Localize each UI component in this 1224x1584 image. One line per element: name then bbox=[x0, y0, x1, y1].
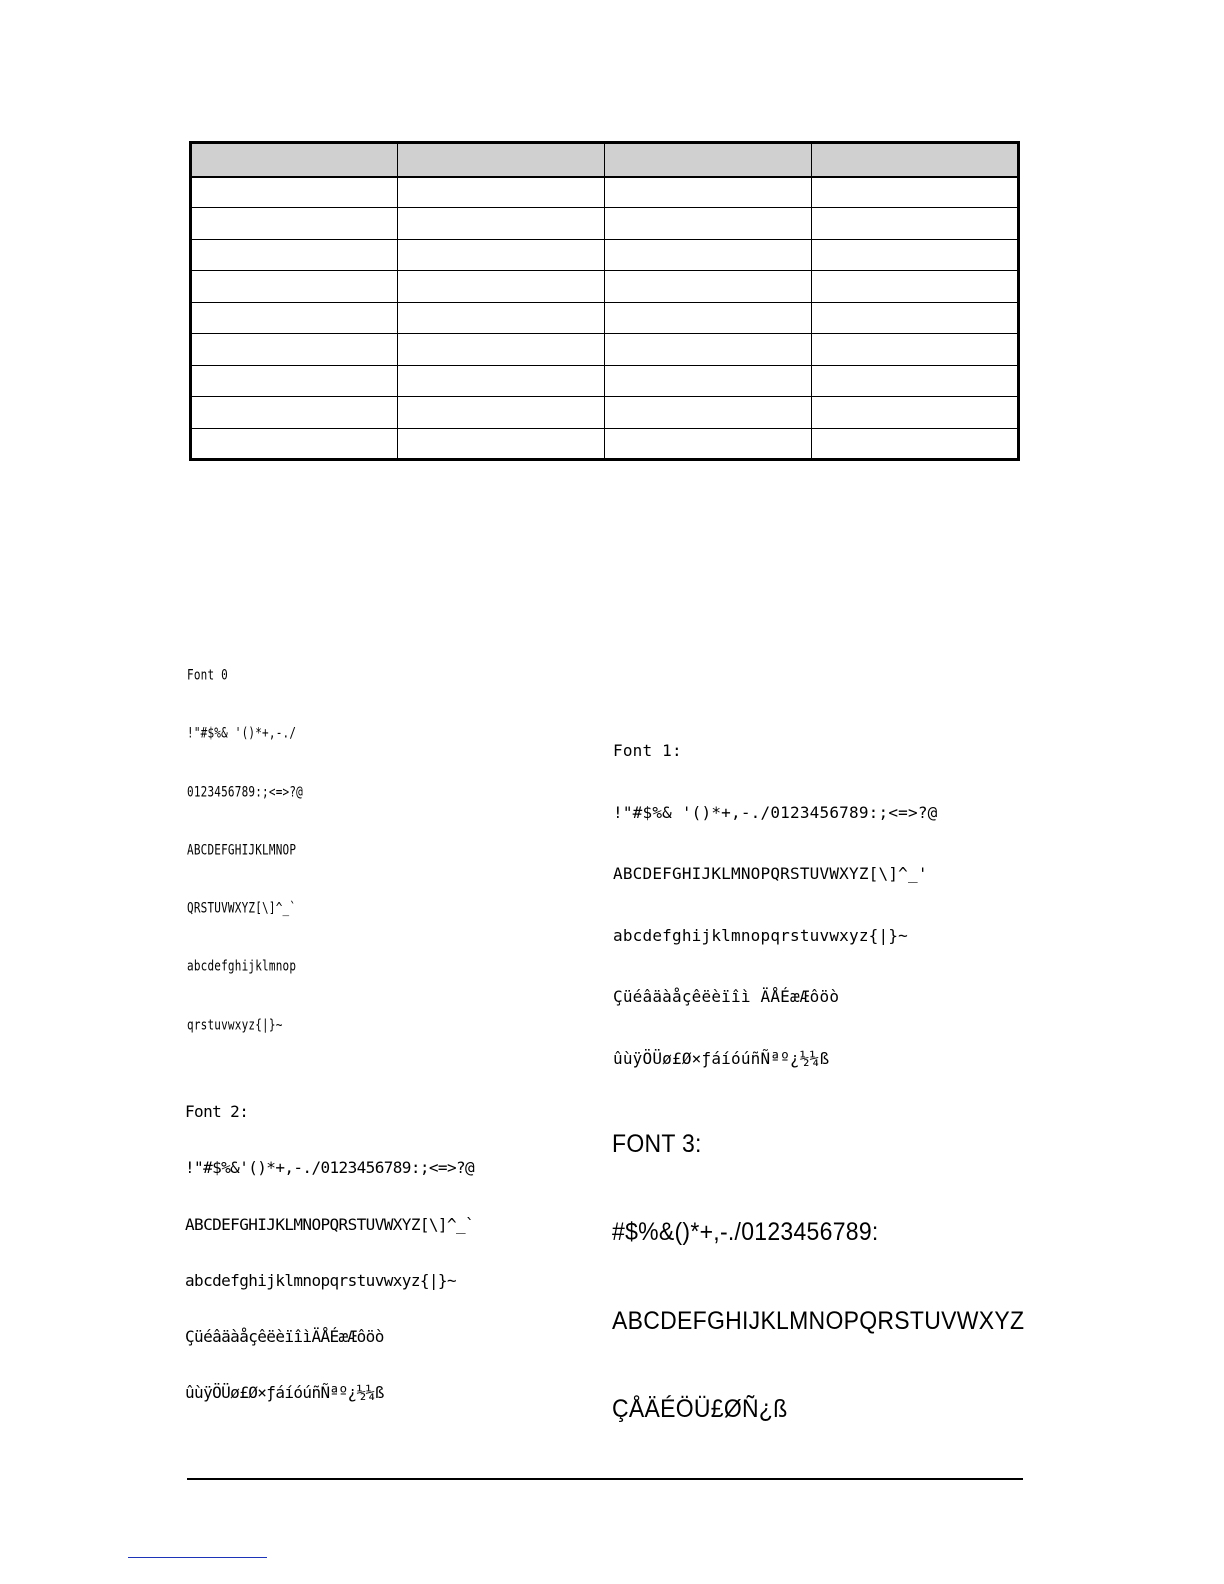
table-cell bbox=[191, 334, 398, 365]
table-cell bbox=[191, 302, 398, 333]
table-cell bbox=[605, 334, 812, 365]
font-2-line: abcdefghijklmnopqrstuvwxyz{|}~ bbox=[185, 1270, 456, 1290]
table-cell bbox=[812, 302, 1019, 333]
font-0-line: QRSTUVWXYZ[\]^_` bbox=[187, 900, 297, 917]
font-3-line: #$%&()*+,-./0123456789: bbox=[612, 1218, 879, 1247]
table-cell bbox=[605, 397, 812, 428]
font-2-line: ABCDEFGHIJKLMNOPQRSTUVWXYZ[\]^_` bbox=[185, 1214, 475, 1234]
table-cell bbox=[605, 208, 812, 239]
table-cell bbox=[812, 428, 1019, 460]
corner-rule bbox=[128, 1557, 267, 1558]
table-cell bbox=[812, 365, 1019, 396]
font-0-line: ABCDEFGHIJKLMNOP bbox=[187, 841, 297, 859]
table-cell bbox=[398, 334, 605, 365]
table-cell bbox=[605, 239, 812, 270]
table-header-row bbox=[191, 143, 1019, 177]
font-1-sample bbox=[613, 701, 937, 1089]
table-row bbox=[191, 334, 1019, 365]
font-0-line: qrstuvwxyz{|}~ bbox=[187, 1016, 283, 1034]
table-header-cell bbox=[812, 143, 1019, 177]
table-row bbox=[191, 208, 1019, 239]
table-cell bbox=[812, 177, 1019, 208]
table-row bbox=[191, 365, 1019, 396]
table-header-cell bbox=[605, 143, 812, 177]
table-cell bbox=[191, 428, 398, 460]
table-cell bbox=[398, 302, 605, 333]
table-cell bbox=[398, 208, 605, 239]
table-row bbox=[191, 302, 1019, 333]
table-cell bbox=[398, 428, 605, 460]
font-3-line: ABCDEFGHIJKLMNOPQRSTUVWXYZ bbox=[612, 1306, 1025, 1335]
table-cell bbox=[398, 239, 605, 270]
table-cell bbox=[398, 177, 605, 208]
table-row bbox=[191, 428, 1019, 460]
font-1-title: Font 1: bbox=[613, 741, 682, 760]
table-cell bbox=[191, 271, 398, 302]
font-2-title: Font 2: bbox=[185, 1102, 249, 1121]
font-0-line: 0123456789:;<=>?@ bbox=[187, 783, 303, 800]
table-cell bbox=[398, 365, 605, 396]
font-table bbox=[189, 141, 1020, 461]
footer-divider bbox=[187, 1478, 1023, 1480]
font-1-line: !"#$%& '()*+,-./0123456789:;<=>?@ bbox=[613, 802, 938, 822]
table-cell bbox=[605, 428, 812, 460]
table-cell bbox=[812, 239, 1019, 270]
table-cell bbox=[812, 208, 1019, 239]
table-row bbox=[191, 239, 1019, 270]
table-row bbox=[191, 177, 1019, 208]
table-cell bbox=[812, 334, 1019, 365]
font-0-title: Font 0 bbox=[187, 667, 228, 684]
table-cell bbox=[191, 397, 398, 428]
table-cell bbox=[398, 397, 605, 428]
font-2-line: ûùÿÖÜø£Ø×ƒáíóúñÑªº¿½¼ß bbox=[185, 1383, 384, 1403]
table-cell bbox=[605, 177, 812, 208]
table-cell bbox=[605, 271, 812, 302]
font-1-line: Çüéâäàåçêëèïîì ÄÅÉæÆôöò bbox=[613, 987, 840, 1006]
table-cell bbox=[605, 365, 812, 396]
font-3-title: FONT 3: bbox=[612, 1130, 702, 1158]
table-header-cell bbox=[191, 143, 398, 177]
table-row bbox=[191, 271, 1019, 302]
font-0-line: !"#$%& '()*+,-./ bbox=[187, 725, 297, 742]
font-0-line: abcdefghijklmnop bbox=[187, 958, 297, 975]
font-2-line: !"#$%&'()*+,-./0123456789:;<=>?@ bbox=[185, 1158, 475, 1178]
table-cell bbox=[605, 302, 812, 333]
table-cell bbox=[191, 177, 398, 208]
font-2-sample bbox=[185, 1064, 474, 1421]
table-cell bbox=[398, 271, 605, 302]
table-cell bbox=[191, 239, 398, 270]
font-3-line: ÇÅÄÉÖÜ£ØÑ¿ß bbox=[612, 1394, 788, 1423]
table-cell bbox=[812, 271, 1019, 302]
font-1-line: ûùÿÖÜø£Ø×ƒáíóúñÑªº¿½¼ß bbox=[613, 1048, 830, 1068]
font-2-line: ÇüéâäàåçêëèïîìÄÅÉæÆôöò bbox=[185, 1327, 384, 1347]
font-1-line: abcdefghijklmnopqrstuvwxyz{|}~ bbox=[613, 925, 908, 945]
table-cell bbox=[191, 365, 398, 396]
table-cell bbox=[812, 397, 1019, 428]
table-cell bbox=[191, 208, 398, 239]
table-row bbox=[191, 397, 1019, 428]
font-0-sample bbox=[187, 636, 303, 1057]
font-3-sample bbox=[612, 1071, 1060, 1453]
font-1-line: ABCDEFGHIJKLMNOPQRSTUVWXYZ[\]^_' bbox=[613, 864, 928, 883]
table-header-cell bbox=[398, 143, 605, 177]
